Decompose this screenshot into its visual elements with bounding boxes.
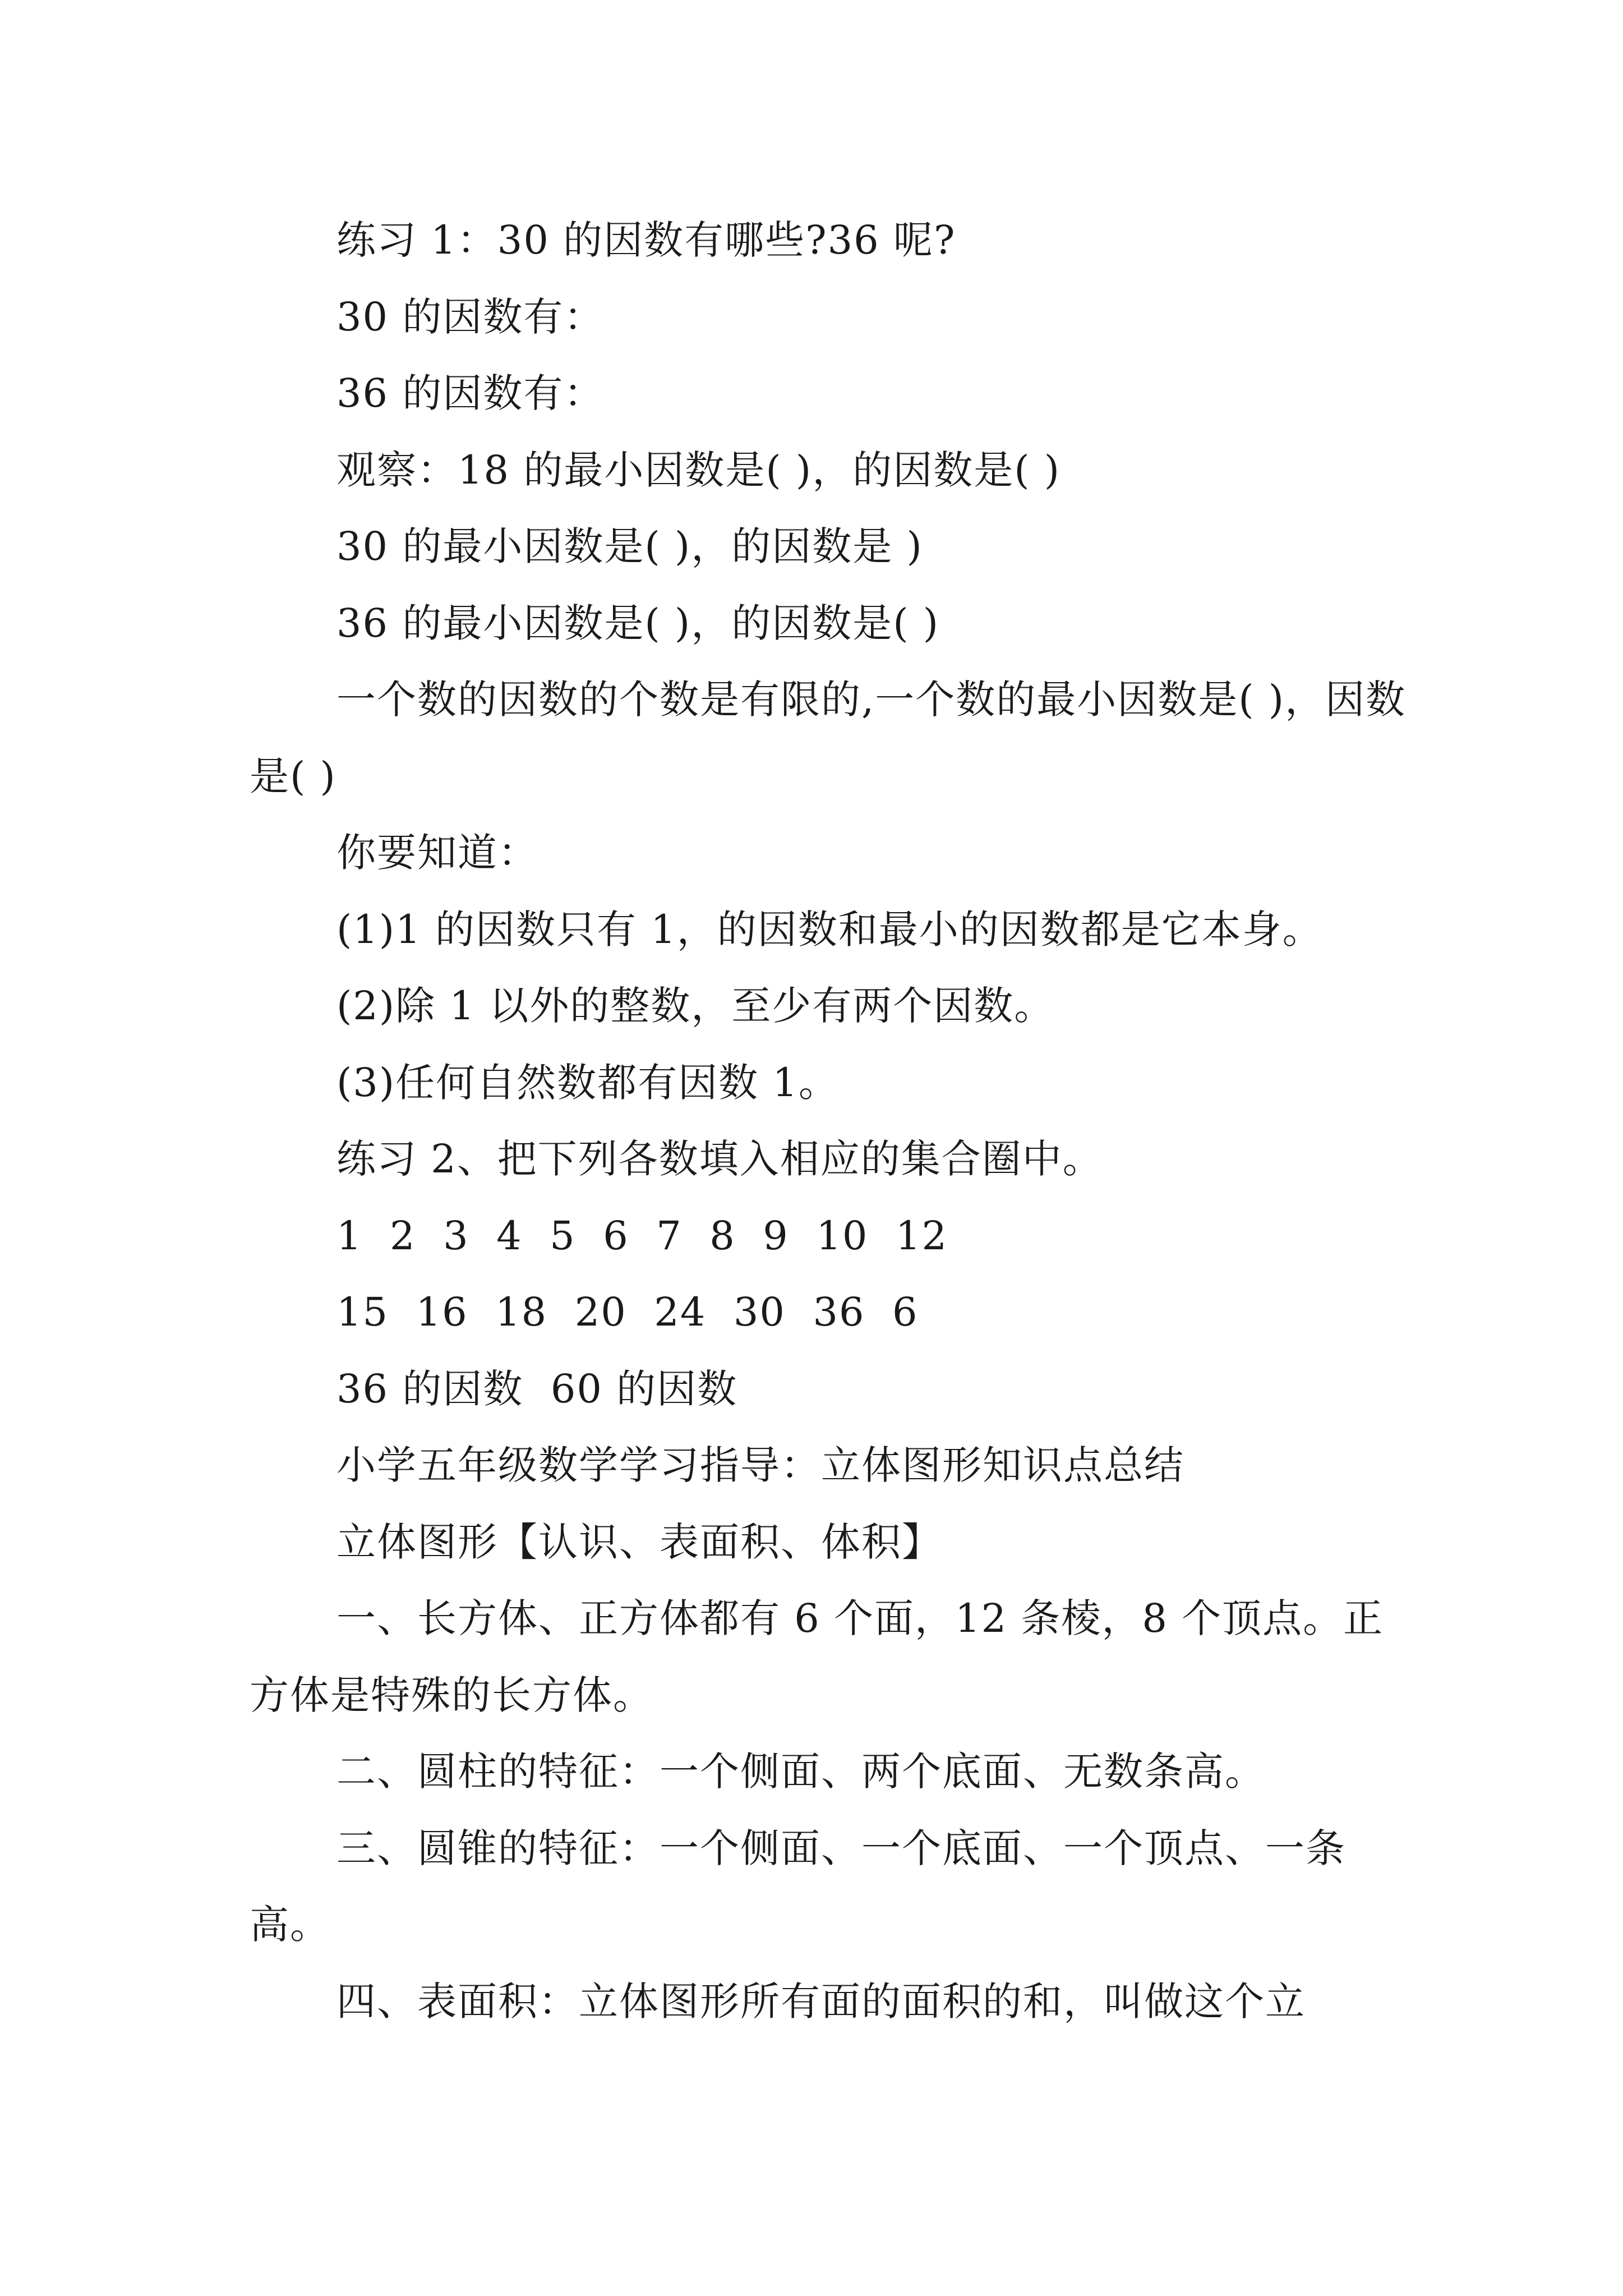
point-3-cone: 三、圆锥的特征：一个侧面、一个底面、一个顶点、一条高。: [250, 1825, 1346, 1948]
exercise-1-question: 练习 1：30 的因数有哪些?36 呢?: [336, 217, 956, 263]
section-subtitle: 立体图形【认识、表面积、体积】: [336, 1519, 942, 1565]
point-2-cylinder: 二、圆柱的特征：一个侧面、两个底面、无数条高。: [336, 1749, 1265, 1795]
section-title: 小学五年级数学学习指导：立体图形知识点总结: [336, 1442, 1184, 1488]
you-should-know-heading: 你要知道：: [336, 830, 538, 876]
rule-3: (3)任何自然数都有因数 1。: [336, 1059, 839, 1106]
factors-of-36-line: 36 的因数有：: [336, 370, 605, 416]
exercise-2-question: 练习 2、把下列各数填入相应的集合圈中。: [336, 1136, 1103, 1182]
point-4-surface-area: 四、表面积：立体图形所有面的面积的和，叫做这个立: [336, 1978, 1306, 2024]
document-body: [250, 202, 1416, 2040]
observe-30-line: 30 的最小因数是( )，的因数是 ): [336, 523, 923, 569]
point-1-cuboid: 一、长方体、正方体都有 6 个面，12 条棱，8 个顶点。正方体是特殊的长方体。: [250, 1595, 1384, 1718]
number-list-row-1: 1 2 3 4 5 6 7 8 9 10 12: [336, 1212, 948, 1259]
rule-2: (2)除 1 以外的整数，至少有两个因数。: [336, 983, 1055, 1029]
rule-1: (1)1 的因数只有 1，的因数和最小的因数都是它本身。: [336, 906, 1323, 953]
observe-18-line: 观察：18 的最小因数是( )，的因数是( ): [336, 447, 1061, 493]
number-list-row-2: 15 16 18 20 24 30 36 6: [336, 1289, 919, 1335]
set-labels-line: 36 的因数 60 的因数: [336, 1365, 738, 1412]
observe-36-line: 36 的最小因数是( )，的因数是( ): [336, 600, 940, 646]
factors-of-30-line: 30 的因数有：: [336, 293, 605, 340]
factor-count-statement: 一个数的因数的个数是有限的,一个数的最小因数是( )，因数是( ): [250, 677, 1407, 799]
